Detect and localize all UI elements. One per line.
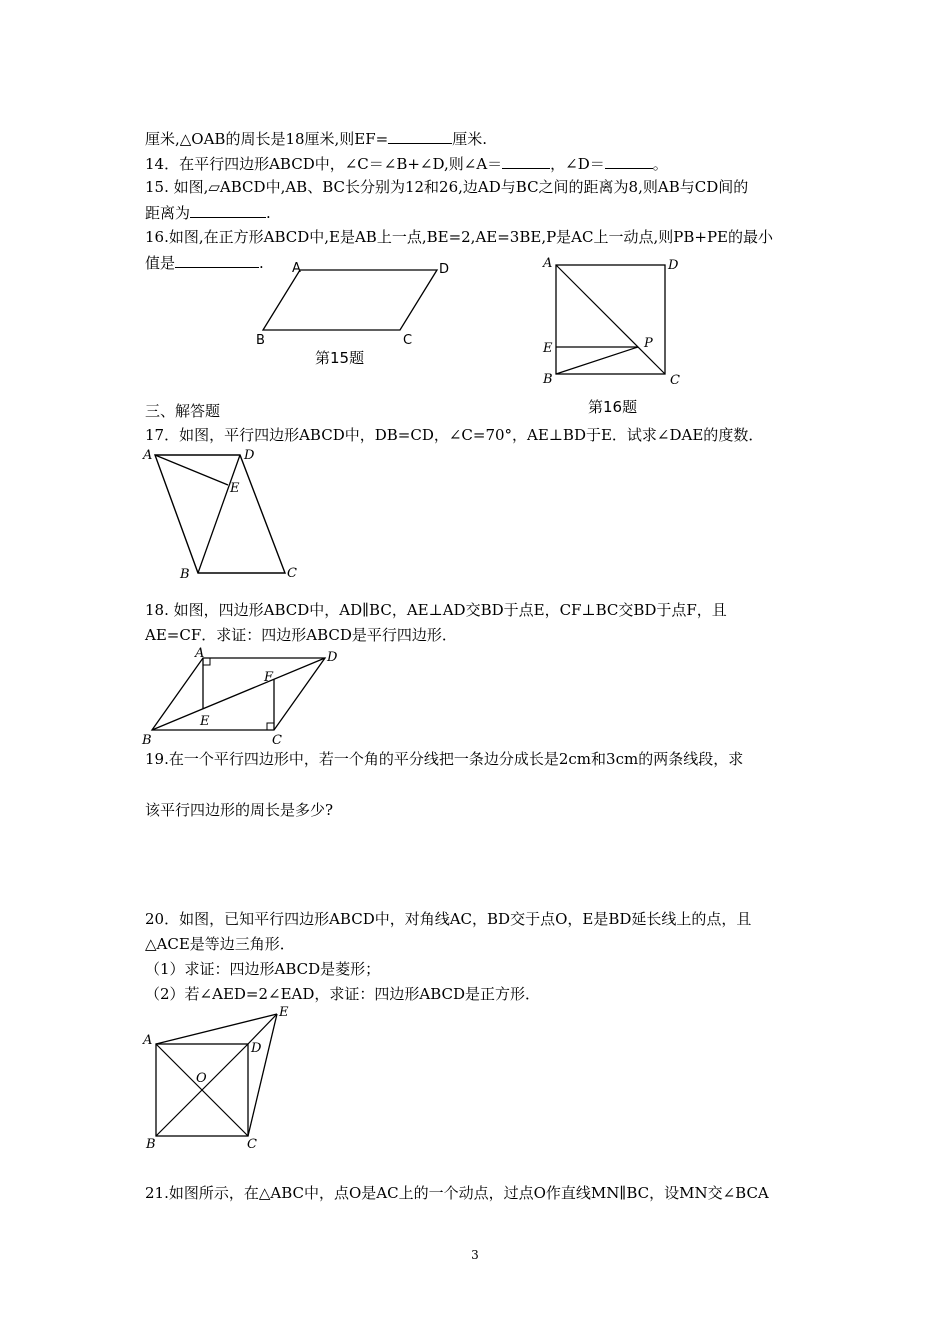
label-e: E [543, 341, 553, 356]
label-f: F [264, 670, 274, 685]
label-p: P [644, 336, 653, 351]
page-number: 3 [471, 1248, 479, 1262]
label-d: D [439, 262, 450, 277]
q13-text: 厘米,△OAB的周长是18厘米,则EF= [145, 130, 389, 148]
q15-line1: 15. 如图,▱ABCD中,AB、BC长分别为12和26,边AD与BC之间的距离为8,则AB与CD间的 [145, 178, 749, 196]
label-c: C [403, 333, 413, 348]
label-a: A [543, 256, 553, 271]
figure-16-square [540, 255, 690, 390]
label-d: D [668, 258, 679, 273]
q13-continuation [145, 127, 487, 150]
label-d: D [244, 448, 255, 463]
answer-blank[interactable] [190, 201, 266, 218]
q14-text-mid: ，∠D＝ [550, 155, 605, 173]
label-d: D [251, 1041, 262, 1056]
label-e: E [200, 714, 210, 729]
label-e: E [279, 1005, 289, 1020]
section-3-heading: 三、解答题 [145, 402, 221, 420]
q20-part1: （1）求证：四边形ABCD是菱形； [145, 960, 381, 978]
q14-text: 14．在平行四边形ABCD中，∠C＝∠B+∠D,则∠A＝ [145, 155, 503, 173]
label-a: A [143, 448, 153, 463]
label-c: C [247, 1137, 257, 1152]
q18-line2: AE=CF．求证：四边形ABCD是平行四边形． [145, 626, 457, 644]
label-b: B [142, 733, 152, 748]
label-b: B [543, 372, 553, 387]
q16-text-end: . [259, 254, 264, 272]
label-a: A [292, 261, 301, 276]
label-e: E [230, 481, 240, 496]
figure-17-parallelogram [140, 443, 310, 583]
q20-part2: （2）若∠AED=2∠EAD，求证：四边形ABCD是正方形． [145, 985, 541, 1003]
answer-blank-angle-d[interactable] [605, 152, 653, 169]
figure-15-caption: 第15题 [315, 349, 365, 367]
label-a: A [143, 1033, 153, 1048]
label-a: A [195, 646, 205, 661]
q14 [145, 152, 668, 175]
label-c: C [287, 566, 297, 581]
q20-line1: 20．如图，已知平行四边形ABCD中，对角线AC，BD交于点O，E是BD延长线上的点，且 [145, 910, 752, 928]
q19-line2: 该平行四边形的周长是多少? [145, 801, 334, 819]
label-b: B [256, 333, 265, 348]
label-b: B [180, 567, 190, 582]
q16-line2 [145, 251, 264, 274]
q16-line1: 16.如图,在正方形ABCD中,E是AB上一点,BE=2,AE=3BE,P是AC上一动点,则PB+PE的最小 [145, 228, 773, 246]
q15-text: 距离为 [145, 204, 191, 222]
label-b: B [146, 1137, 156, 1152]
q15-text-end: . [266, 204, 271, 222]
q15-line2 [145, 201, 271, 224]
q19-line1: 19.在一个平行四边形中，若一个角的平分线把一条边分成长是2cm和3cm的两条线段，求 [145, 750, 744, 768]
q17: 17．如图，平行四边形ABCD中，DB=CD，∠C=70°，AE⊥BD于E．试求∠DAE的度数． [145, 426, 764, 444]
label-d: D [327, 650, 338, 665]
figure-20-square [140, 1000, 300, 1150]
answer-blank-angle-a[interactable] [502, 152, 550, 169]
figure-15-parallelogram [250, 258, 460, 353]
answer-blank[interactable] [175, 251, 259, 268]
q18-line1: 18. 如图，四边形ABCD中，AD∥BC，AE⊥AD交BD于点E，CF⊥BC交BD于点F，且 [145, 601, 727, 619]
q14-text-end: 。 [652, 155, 668, 173]
answer-blank[interactable] [388, 127, 452, 144]
q21: 21.如图所示，在△ABC中，点O是AC上的一个动点，过点O作直线MN∥BC，设MN交∠BCA [145, 1184, 769, 1202]
label-c: C [670, 373, 680, 388]
label-c: C [272, 733, 282, 748]
q13-text-end: 厘米. [452, 130, 488, 148]
label-o: O [196, 1071, 207, 1086]
q20-line2: △ACE是等边三角形． [145, 935, 295, 953]
figure-16-caption: 第16题 [588, 398, 638, 416]
figure-18-quadrilateral [140, 643, 350, 748]
q16-text: 值是 [145, 254, 176, 272]
